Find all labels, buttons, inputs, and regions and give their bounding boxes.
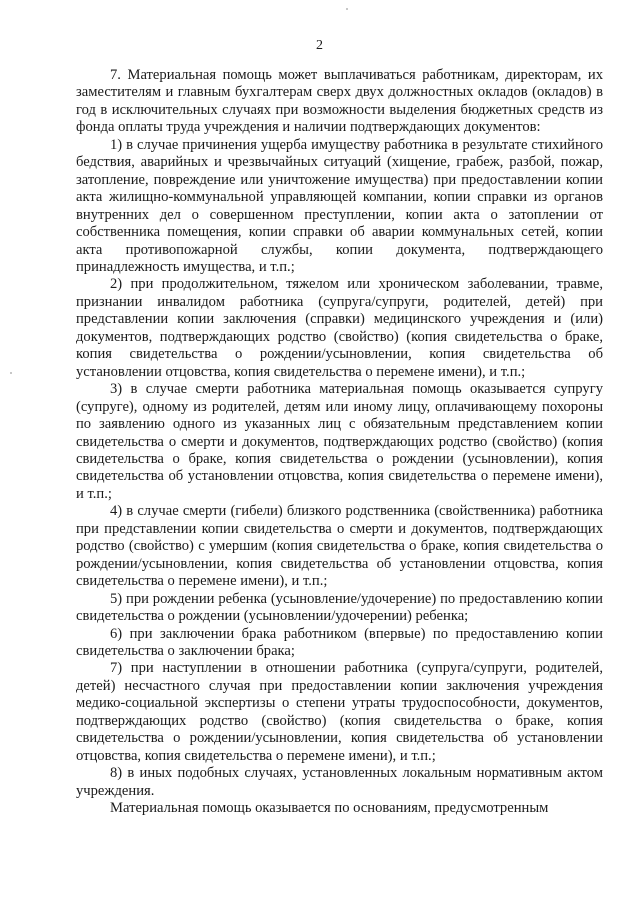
scan-artifact [10, 372, 12, 374]
paragraph-subitem-6: 6) при заключении брака работником (впервые) по предоставлению копии свидетельства о заключении брака; [76, 625, 603, 659]
paragraph-subitem-8: 8) в иных подобных случаях, установленных локальным нормативным актом учреждения. [76, 765, 603, 799]
paragraph-item-7-intro: 7. Материальная помощь может выплачиваться работникам, директорам, их заместителям и главным бухгалтерам сверх двух должностных окладов (окладов) в год в исключительных случаях при возможности выделения бюджетных средств из фонда оплаты труда учреждения и наличии подтверждающих документов: [76, 67, 603, 136]
paragraph-subitem-4: 4) в случае смерти (гибели) близкого родственника (свойственника) работника при представлении копии свидетельства о смерти и документов, подтверждающих родство (свойство) с умершим (копия свидетельства о браке, копия свидетельства о рождении/усыновлении, копия свидетельства об установлении отцовства, копия свидетельства о перемене имени), и т.п.; [76, 503, 603, 590]
paragraph-subitem-2: 2) при продолжительном, тяжелом или хроническом заболевании, травме, признании инвалидом работника (супруга/супруги, родителей, детей) при представлении копии заключения (справки) медицинского учреждения и (или) документов, подтверждающих родство (свойство) (копия свидетельства о браке, копия свидетельства о рождении/усыновлении, копия свидетельства об установлении отцовства, копия свидетельства о перемене имени), и т.п.; [76, 276, 603, 380]
paragraph-closing: Материальная помощь оказывается по основаниям, предусмотренным [110, 800, 549, 817]
paragraph-subitem-3: 3) в случае смерти работника материальная помощь оказывается супругу (супруге), одному из родителей, детям или иному лицу, оплачивающему похороны по заявлению одного из указанных лиц с обязательным представлением копии свидетельства о смерти и документов, подтверждающих родство (свойство) (копия свидетельства о браке, копия свидетельства о рождении (усыновлении), копия свидетельства об установлении отцовства, копия свидетельства о перемене имени), и т.п.; [76, 381, 603, 502]
page-number: 2 [316, 38, 323, 53]
paragraph-subitem-7: 7) при наступлении в отношении работника (супруга/супруги, родителей, детей) несчастного случая при предоставлении копии заключения учреждения медико-социальной экспертизы о степени утраты трудоспособности, документов, подтверждающих родство (свойство) (копия свидетельства о браке, копия свидетельства о рождении/усыновлении, копия свидетельства об установлении отцовства, копия свидетельства о перемене имени), и т.п.; [76, 660, 603, 764]
paragraph-subitem-1: 1) в случае причинения ущерба имуществу работника в результате стихийного бедствия, аварийных и чрезвычайных ситуаций (хищение, грабеж, разбой, пожар, затопление, повреждение или уничтожение имущества) при предоставлении копии акта жилищно-коммунальной управляющей компании, копии справки из органов внутренних дел о совершенном преступлении, копии акта о затоплении от собственника помещения, копии справки об аварии коммунальных сетей, копии акта противопожарной службы, копии документа, подтверждающего принадлежность имущества, и т.п.; [76, 136, 603, 275]
paragraph-subitem-5: 5) при рождении ребенка (усыновление/удочерение) по предоставлению копии свидетельства о рождении (усыновлении/удочерении) ребенка; [76, 590, 603, 625]
document-body [76, 67, 603, 817]
scan-artifact [346, 8, 348, 10]
